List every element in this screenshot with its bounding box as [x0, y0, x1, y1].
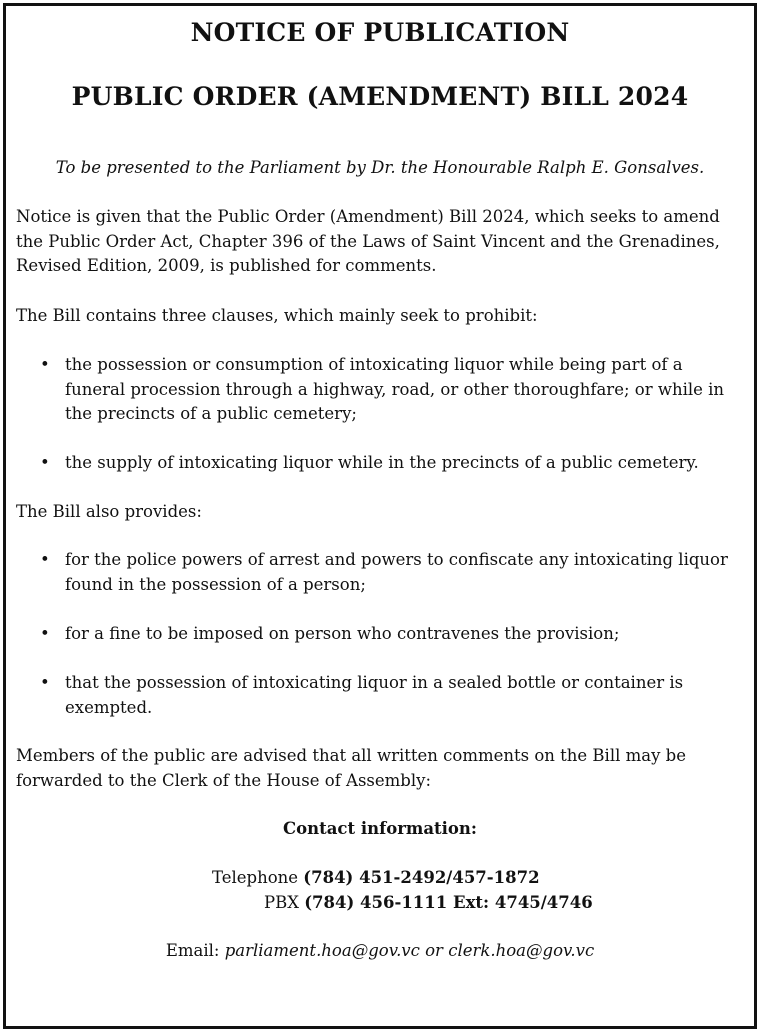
email-line	[0, 939, 760, 964]
provision-text: that the possession of intoxicating liquor in a sealed bottle or container is exempted.	[65, 673, 684, 717]
pbx-label: PBX	[264, 893, 299, 912]
pbx-number[interactable]: (784) 456-1111 Ext: 4745/4746	[304, 893, 593, 912]
provides-lead: The Bill also provides:	[16, 502, 202, 521]
notice-title: NOTICE OF PUBLICATION	[190, 18, 570, 47]
email-label: Email:	[165, 941, 220, 960]
presented-by: To be presented to the Parliament by Dr. the Honourable Ralph E. Gonsalves.	[55, 158, 705, 177]
provision-item	[40, 548, 745, 597]
public-advice: Members of the public are advised that all written comments on the Bill may be forwarded to the Clerk of the House of Assembly:	[16, 746, 686, 790]
provision-item	[40, 622, 745, 647]
telephone-line	[212, 866, 540, 891]
prohibition-text: the supply of intoxicating liquor while in the precincts of a public cemetery.	[65, 453, 699, 472]
prohibition-text: the possession or consumption of intoxicating liquor while being part of a funeral procession through a highway, road, or other thoroughfare; or while in the precincts of a public cemetery;	[65, 355, 725, 423]
provision-text: for the police powers of arrest and powers to confiscate any intoxicating liquor found in the possession of a person;	[65, 550, 728, 594]
bullet-icon: •	[40, 624, 50, 643]
pbx-line	[264, 891, 593, 916]
bullet-icon: •	[40, 355, 50, 374]
email-secondary-link[interactable]: clerk.hoa@gov.vc	[448, 941, 595, 960]
email-joiner: or	[425, 941, 443, 960]
bill-title: PUBLIC ORDER (AMENDMENT) BILL 2024	[71, 82, 689, 111]
provision-text: for a fine to be imposed on person who contravenes the provision;	[65, 624, 620, 643]
telephone-label: Telephone	[212, 868, 299, 887]
intro-paragraph: Notice is given that the Public Order (Amendment) Bill 2024, which seeks to amend the Public Order Act, Chapter 396 of the Laws of Saint Vincent and the Grenadines, Revised Edition, 2009, is published for comments.	[16, 207, 720, 275]
contact-heading: Contact information:	[282, 819, 478, 838]
bullet-icon: •	[40, 673, 50, 692]
email-primary-link[interactable]: parliament.hoa@gov.vc	[224, 941, 420, 960]
bullet-icon: •	[40, 550, 50, 569]
telephone-number[interactable]: (784) 451-2492/457-1872	[303, 868, 540, 887]
prohibition-item	[40, 451, 745, 476]
clauses-lead: The Bill contains three clauses, which mainly seek to prohibit:	[16, 306, 538, 325]
bullet-icon: •	[40, 453, 50, 472]
prohibition-item	[40, 353, 745, 427]
provision-item	[40, 671, 745, 720]
